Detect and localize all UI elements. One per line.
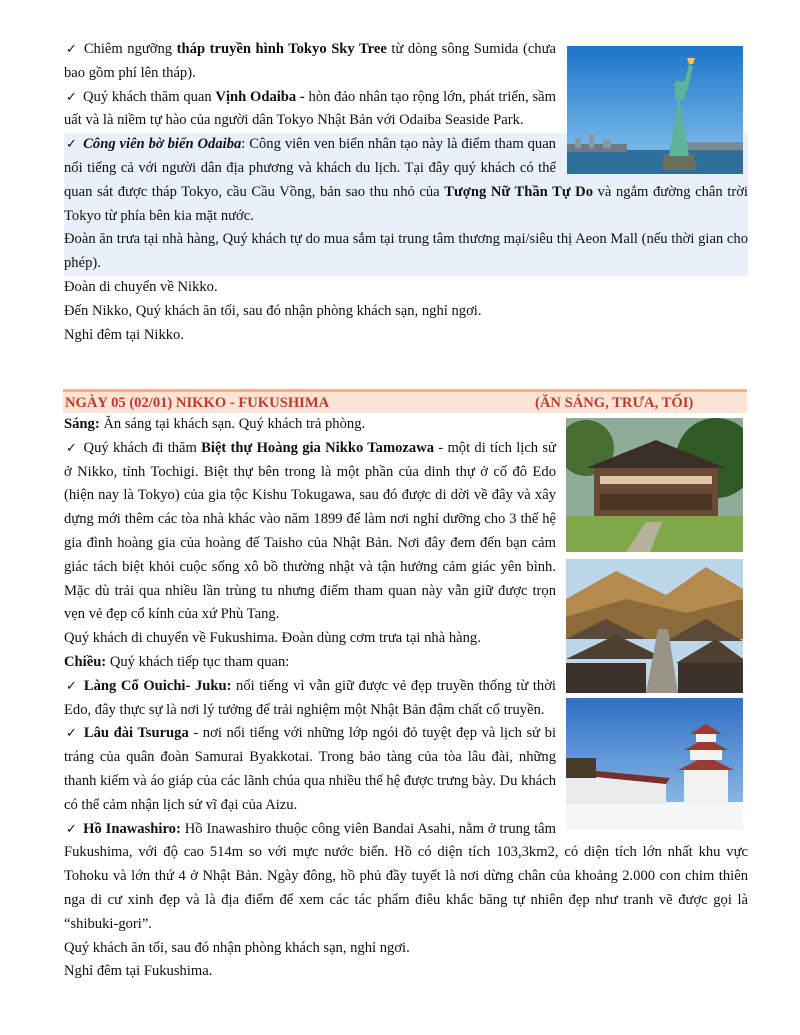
paragraph-tamozawa: ✓ Quý khách đi thăm Biệt thự Hoàng gia Nikko Tamozawa - một di tích lịch sử ở Nikko, tỉnh Tochigi. Biệt thự bên trong là một phần của dinh thự ở cố đô Edo (hiện nay là Tokyo) của gia tộc Kishu Tokugawa, sau đó được di dời về đây và xây dựng mới thêm các tòa nhà khác vào năm 1899 để làm nơi nghỉ dưỡng cho 3 thế hệ gia đình hoàng gia của hoàng đế Taisho của Nhật Bản. Nơi đây đem đến bạn cảm giác tách biệt khỏi cuộc sống xô bồ thường nhật và tận hưởng cảm giác yên bình. Mặc dù trải qua nhiều lần trùng tu nhưng điểm tham quan này vẫn giữ được trọn vẹn vẻ đẹp cổ kính của xứ Phù Tang.	[64, 439, 556, 623]
paragraph-ouichi-juku: ✓ Làng Cổ Ouichi- Juku: nổi tiếng vì vẫn giữ được vẻ đẹp truyền thống từ thời Edo, đây thực sự là nơi lý tưởng để trải nghiệm một Nhật Bản đậm chất cổ truyền.	[64, 677, 556, 718]
paragraph-sky-tree: ✓ Chiêm ngưỡng tháp truyền hình Tokyo Sky Tree từ dòng sông Sumida (chưa bao gồm phí lên tháp).	[64, 41, 556, 81]
paragraph-night-fukushima: Nghỉ đêm tại Fukushima.	[64, 963, 213, 980]
paragraph-afternoon: Chiều: Quý khách tiếp tục tham quan:	[64, 653, 290, 670]
day5-meals: (ĂN SÁNG, TRƯA, TỐI)	[535, 395, 694, 411]
check-mark-icon: ✓	[66, 678, 78, 694]
photo-odaiba-statue-of-liberty	[567, 46, 743, 174]
check-mark-icon: ✓	[66, 42, 78, 57]
paragraph-night-nikko: Nghỉ đêm tại Nikko.	[64, 326, 184, 343]
paragraph-inawashiro: ✓ Hồ Inawashiro: Hồ Inawashiro thuộc công viên Bandai Asahi, nằm ở trung tâm Fukushima, với độ cao 514m so với mực nước biển. Hồ có diện tích 103,3km2, có diện tích lớn nhất khu vực Tohoku và lớn thứ 4 ở Nhật Bản. Ngày đông, hồ phủ đầy tuyết là nơi dừng chân của khoảng 2.000 con chim thiên nga di cư xinh đẹp và là địa điểm để xem các tác phẩm điêu khắc băng tự nhiên đẹp như tranh vẽ được gọi là “shibuki-gori”.	[64, 820, 748, 932]
check-mark-icon: ✓	[66, 821, 78, 837]
paragraph-dinner-nikko: Đến Nikko, Quý khách ăn tối, sau đó nhận phòng khách sạn, nghỉ ngơi.	[64, 302, 482, 319]
paragraph-tsuruga: ✓ Lâu đài Tsuruga - nơi nổi tiếng với những lớp ngói đỏ tuyệt đẹp và lịch sử bi tráng của quân đoàn Samurai Byakkotai. Trong bảo tàng của tòa lâu đài, những thanh kiếm và áo giáp của các lãnh chúa qua nhiều thế hệ được trưng bày. Du khách có thể cảm nhận lịch sử vĩ đại của Aizu.	[64, 725, 557, 813]
paragraph-odaiba-bay: ✓ Quý khách thăm quan Vịnh Odaiba - hòn đảo nhân tạo rộng lớn, phát triển, sầm uất và là niềm tự hào của người dân Tokyo Nhật Bản với Odaiba Seaside Park.	[64, 88, 556, 129]
paragraph-move-fukushima: Quý khách di chuyển về Fukushima. Đoàn dùng cơm trưa tại nhà hàng.	[64, 630, 481, 647]
photo-tsuruga-castle	[566, 698, 743, 830]
paragraph-odaiba-park: ✓ Công viên bờ biển Odaiba: Công viên ven biển nhân tạo này là điểm tham quan nổi tiếng cả với người dân địa phương và khách du lịch. Tại đây quý khách có thể quan sát được tháp Tokyo, cầu Cầu Vồng, bản sao thu nhỏ của Tượng Nữ Thần Tự Do và ngắm đường chân trời Tokyo từ phía bên kia mặt nước.	[64, 133, 748, 228]
photo-nikko-tamozawa-villa	[566, 418, 743, 552]
day5-title: NGÀY 05 (02/01) NIKKO - FUKUSHIMA	[65, 395, 330, 411]
paragraph-lunch-aeon: Đoàn ăn trưa tại nhà hàng, Quý khách tự do mua sắm tại trung tâm thương mại/siêu thị Aeon Mall (nếu thời gian cho phép).	[64, 228, 748, 276]
check-mark-icon: ✓	[66, 726, 78, 742]
photo-ouchi-juku-village	[566, 559, 743, 693]
check-mark-icon: ✓	[66, 89, 77, 105]
check-mark-icon: ✓	[66, 440, 78, 456]
paragraph-move-nikko: Đoàn di chuyển về Nikko.	[64, 278, 218, 295]
check-mark-icon: ✓	[66, 137, 78, 153]
paragraph-morning: Sáng: Ăn sáng tại khách sạn. Quý khách trả phòng.	[64, 416, 366, 432]
day5-header	[63, 389, 747, 413]
paragraph-dinner-fukushima: Quý khách ăn tối, sau đó nhận phòng khách sạn, nghỉ ngơi.	[64, 939, 410, 956]
